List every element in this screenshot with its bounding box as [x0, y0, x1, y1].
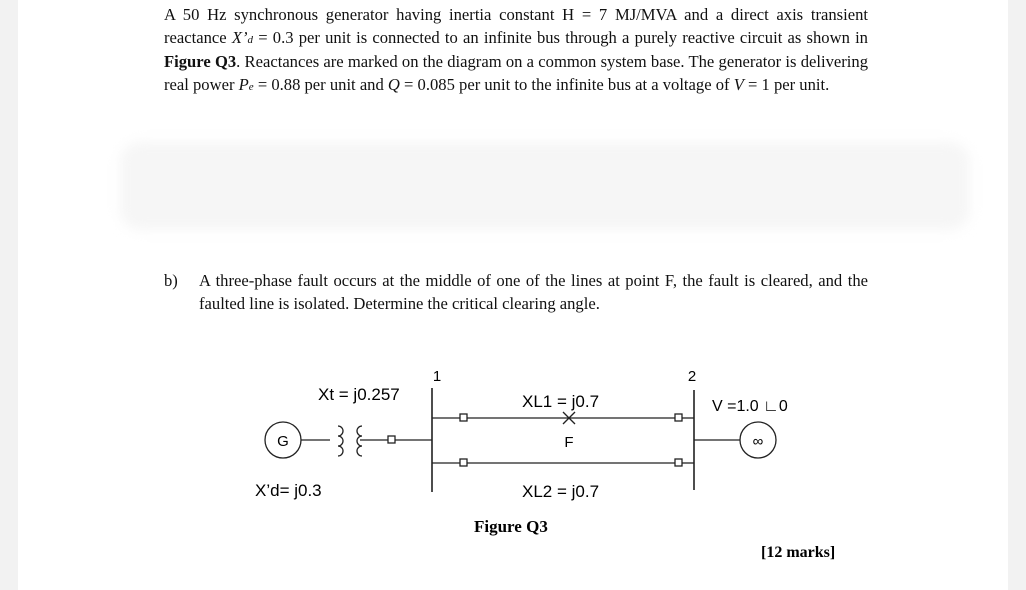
pe-symbol: P	[238, 74, 249, 94]
infinite-symbol-icon: ∞	[752, 433, 764, 450]
breaker-line1-left	[460, 414, 467, 421]
xl1-label: XL1 = j0.7	[522, 392, 600, 411]
xd-symbol: X’	[231, 27, 248, 47]
xd-label: X’d= j0.3	[255, 481, 322, 500]
part-b-text: A three-phase fault occurs at the middle of one of the lines at point F, the fault is cleared, and the faulted line is isolated. Determine the critical clearing angle.	[199, 271, 868, 313]
transformer-secondary-coil	[357, 426, 362, 456]
transformer-primary-coil	[338, 426, 343, 456]
breaker-line2-right	[675, 459, 682, 466]
xd-subscript: d	[247, 33, 253, 46]
infinite-bus-label: V =1.0 ∟0	[712, 398, 788, 415]
fault-label: F	[564, 434, 574, 451]
bus-2-label: 2	[687, 368, 697, 385]
xt-label: Xt = j0.257	[318, 385, 400, 404]
marks-label: [12 marks]	[761, 544, 836, 561]
part-b-label: b)	[164, 271, 178, 290]
breaker-line2-left	[460, 459, 467, 466]
q-symbol: Q	[387, 74, 400, 94]
breaker-line1-right	[675, 414, 682, 421]
figure-reference: Figure Q3	[164, 52, 237, 72]
pe-subscript: e	[248, 80, 254, 93]
xl2-label: XL2 = j0.7	[522, 482, 600, 501]
breaker-transformer	[388, 436, 395, 443]
problem-statement: A 50 Hz synchronous generator having inertia constant H = 7 MJ/MVA and a direct axis transient reactance X’d = 0.3 per unit is connected to an infinite bus through a purely reactive circuit as shown in Figure Q3. Reactances are marked on the diagram on a common system base. The generator is delivering real power Pe = 0.88 per unit and Q = 0.085 per unit to the infinite bus at a voltage of V = 1 per unit.	[164, 5, 868, 94]
v-symbol: V	[733, 74, 744, 94]
generator-label: G	[277, 433, 289, 450]
bus-1-label: 1	[432, 368, 442, 385]
figure-caption: Figure Q3	[474, 517, 548, 536]
